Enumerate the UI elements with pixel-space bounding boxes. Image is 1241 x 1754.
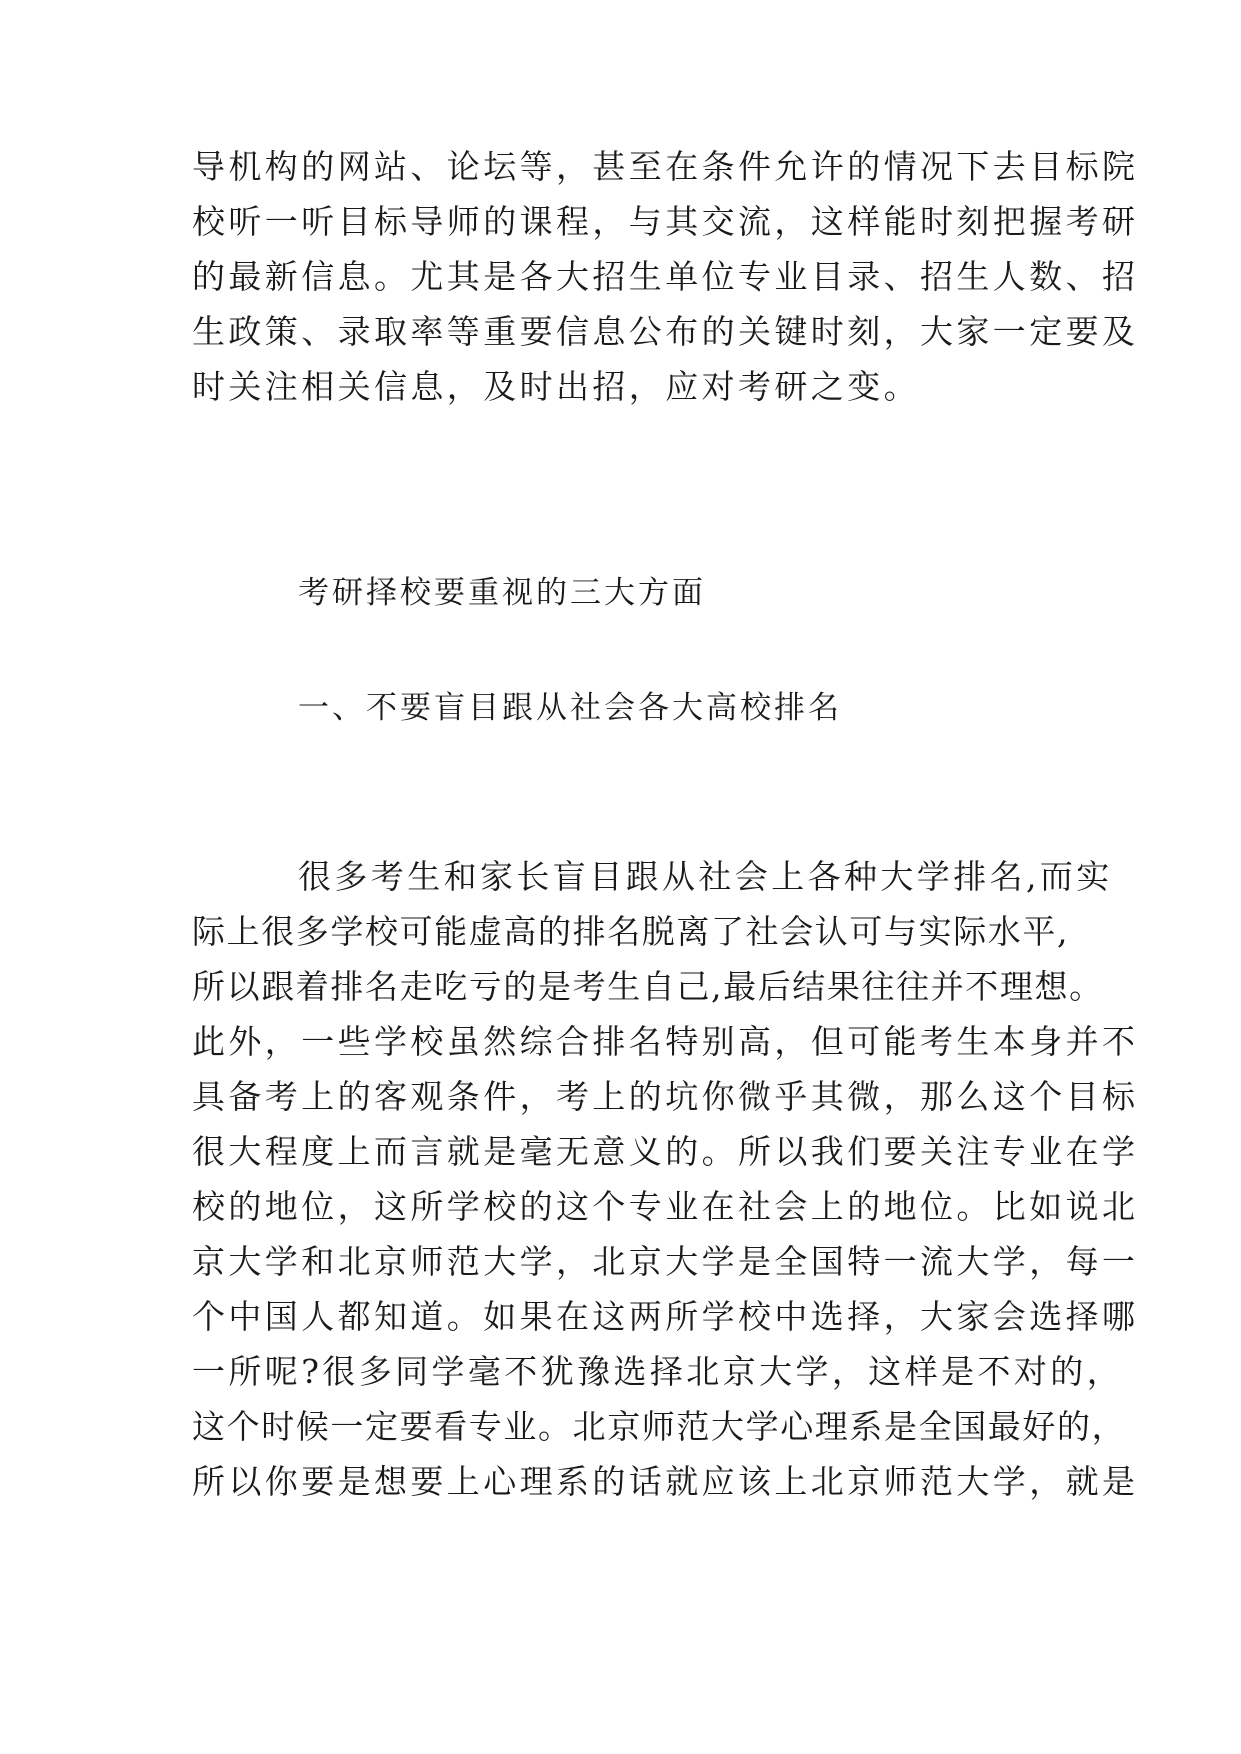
paragraph2-line-4: 此外，一些学校虽然综合排名特别高，但可能考生本身并不 [192, 1022, 1139, 1061]
paragraph2-line-1: 很多考生和家长盲目跟从社会上各种大学排名,而实 [298, 857, 1113, 896]
paragraph2-line-10: 一所呢?很多同学毫不犹豫选择北京大学，这样是不对的， [192, 1352, 1124, 1391]
paragraph1-line-1: 导机构的网站、论坛等，甚至在条件允许的情况下去目标院 [192, 147, 1139, 186]
paragraph2-line-5: 具备考上的客观条件，考上的坑你微乎其微，那么这个目标 [192, 1077, 1139, 1116]
paragraph1-line-5: 时关注相关信息，及时出招，应对考研之变。 [192, 367, 920, 406]
section-title: 考研择校要重视的三大方面 [298, 575, 706, 611]
paragraph2-line-6: 很大程度上而言就是毫无意义的。所以我们要关注专业在学 [192, 1132, 1139, 1171]
paragraph1-line-2: 校听一听目标导师的课程，与其交流，这样能时刻把握考研 [192, 202, 1139, 241]
paragraph2-line-3: 所以跟着排名走吃亏的是考生自己,最后结果往往并不理想。 [192, 967, 1104, 1006]
paragraph1-line-4: 生政策、录取率等重要信息公布的关键时刻，大家一定要及 [192, 312, 1139, 351]
paragraph2-line-8: 京大学和北京师范大学，北京大学是全国特一流大学，每一 [192, 1242, 1139, 1281]
paragraph2-line-9: 个中国人都知道。如果在这两所学校中选择，大家会选择哪 [192, 1297, 1139, 1336]
section1-heading: 一、不要盲目跟从社会各大高校排名 [298, 690, 842, 726]
paragraph2-line-2: 际上很多学校可能虚高的排名脱离了社会认可与实际水平, [192, 912, 1070, 951]
paragraph2-line-11: 这个时候一定要看专业。北京师范大学心理系是全国最好的， [192, 1407, 1127, 1446]
paragraph1-line-3: 的最新信息。尤其是各大招生单位专业目录、招生人数、招 [192, 257, 1139, 296]
paragraph2-line-7: 校的地位，这所学校的这个专业在社会上的地位。比如说北 [192, 1187, 1139, 1226]
paragraph2-line-12: 所以你要是想要上心理系的话就应该上北京师范大学，就是 [192, 1462, 1139, 1501]
